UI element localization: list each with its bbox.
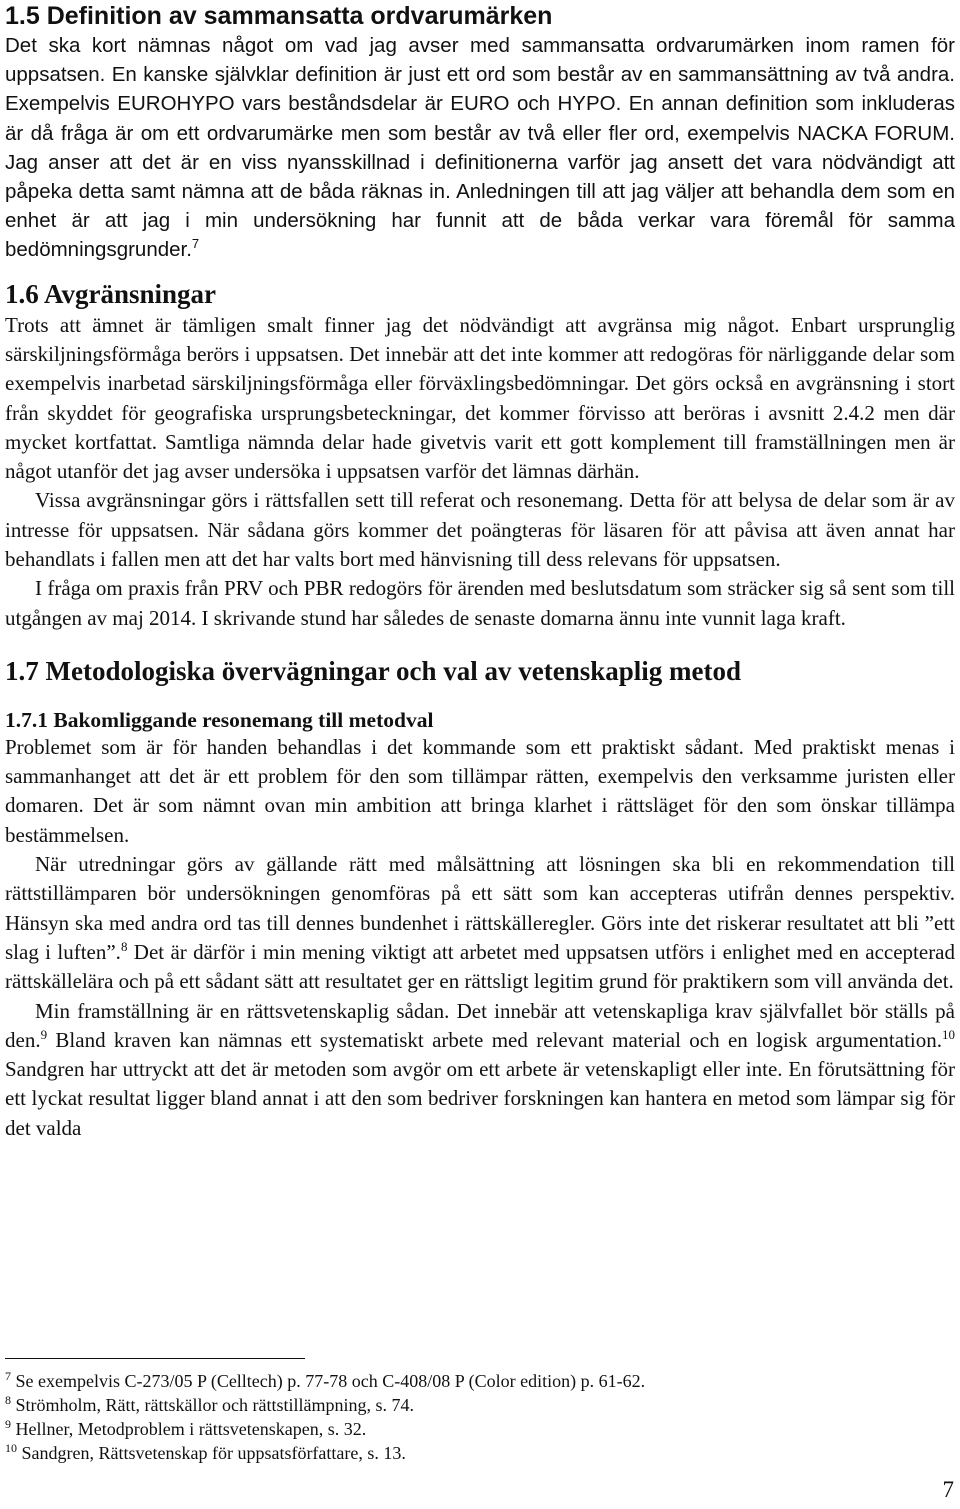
footnote-number: 10 (5, 1441, 17, 1455)
paragraph-metod-2 (5, 850, 955, 996)
footnote-ref-10[interactable]: 10 (942, 1026, 955, 1042)
paragraph-avgransningar-2: Vissa avgränsningar görs i rättsfallen sett till referat och resonemang. Detta för att belysa de delar som är av intresse för uppsatsen. När sådana görs kommer det poängteras för läsaren för att påvisa att även annat har behandlats i fallen men att det har valts bort med hänvisning till dess relevans för uppsatsen. (5, 488, 955, 571)
footnote-text: Hellner, Metodproblem i rättsvetenskapen, s. 32. (15, 1419, 367, 1439)
paragraph-metod-1: Problemet som är för handen behandlas i det kommande som ett praktiskt sådant. Med praktiskt menas i sammanhanget att det är ett problem för den som tillämpar rätten, exempelvis den verksamme juristen eller domaren. Det är som nämnt ovan min ambition att bringa klarhet i rättsläget för den som önskar tillämpa bestämmelsen. (5, 734, 955, 847)
footnote-8 (5, 1393, 945, 1417)
footnote-7 (5, 1369, 945, 1393)
footnote-text: Strömholm, Rätt, rättskällor och rättstillämpning, s. 74. (15, 1395, 414, 1415)
footnotes-section (5, 1358, 945, 1465)
paragraph-text: Det är därför i min mening viktigt att arbetet med uppsatsen utförs i enlighet med en accepterad rättskällelära och på ett sådant sätt att resultatet ger en rättsligt legitim grund för praktikern som vill använda det. (5, 939, 956, 994)
footnote-9 (5, 1417, 945, 1441)
paragraph-text: Sandgren har uttryckt att det är metoden som avgör om ett arbete är vetenskapligt eller inte. En förutsättning för ett lyckat resultat ligger bland annat i att den som bedriver forskningen kan hantera en metod som lämpar sig för det valda (5, 1057, 955, 1140)
footnote-ref-9[interactable]: 9 (40, 1026, 48, 1042)
section-heading-1-6: 1.6 Avgränsningar (5, 278, 217, 309)
section-heading-1-5: 1.5 Definition av sammansatta ordvarumärken (5, 2, 553, 30)
paragraph-definition (5, 31, 955, 265)
document-page (5, 0, 955, 1143)
footnote-ref-7[interactable]: 7 (191, 236, 200, 252)
page-number: 7 (942, 1477, 954, 1502)
paragraph-avgransningar-3: I fråga om praxis från PRV och PBR redogörs för ärenden med beslutsdatum som sträcker sig så sent som till utgången av maj 2014. I skrivande stund har således de senaste domarna ännu inte vunnit laga kraft. (5, 576, 955, 630)
footnote-ref-8[interactable]: 8 (120, 938, 128, 954)
paragraph-text: Det ska kort nämnas något om vad jag avser med sammansatta ordvarumärken inom ramen för uppsatsen. En kanske självklar definition är just ett ord som består av en sammansättning av två andra. Exempelvis EUROHYPO vars beståndsdelar är EURO och HYPO. En annan definition som inkluderas är då fråga är om ett ordvarumärke men som består av två eller fler ord, exempelvis NACKA FORUM. Jag anser att det är en viss nyansskillnad i definitionerna varför jag ansett det vara nödvändigt att påpeka detta samt nämna att de båda räknas in. Anledningen till att jag väljer att behandla dem som en enhet är att jag i min undersökning har funnit att de båda verkar vara föremål för samma bedömningsgrunder. (5, 34, 955, 262)
paragraph-text: Bland kraven kan nämnas ett systematiskt arbete med relevant material och en logisk argumentation. (47, 1027, 942, 1052)
footnote-divider (5, 1358, 305, 1359)
section-heading-1-7-1: 1.7.1 Bakomliggande resonemang till metodval (5, 707, 434, 732)
footnote-number: 8 (5, 1393, 11, 1407)
footnote-text: Se exempelvis C-273/05 P (Celltech) p. 77-78 och C-408/08 P (Color edition) p. 61-62. (15, 1371, 646, 1391)
paragraph-avgransningar-1: Trots att ämnet är tämligen smalt finner jag det nödvändigt att avgränsa mig något. Enbart ursprunglig särskiljningsförmåga berörs i uppsatsen. Det innebär att det inte kommer att redogöras för närliggande delar som exempelvis inarbetad särskiljningsförmåga eller förväxlingsbedömningar. Det görs också en avgränsning i stort från skyddet för geografiska ursprungsbeteckningar, det kommer förvisso att beröras i avsnitt 2.4.2 men där mycket kortfattat. Samtliga nämnda delar hade givetvis varit ett gott komplement till framställningen men är något utanför det jag avser undersöka i uppsatsen varför det lämnas därhän. (5, 312, 955, 484)
section-heading-1-7: 1.7 Metodologiska övervägningar och val av vetenskaplig metod (5, 655, 742, 686)
footnote-10 (5, 1441, 945, 1465)
paragraph-metod-3 (5, 997, 955, 1143)
footnote-text: Sandgren, Rättsvetenskap för uppsatsförfattare, s. 13. (21, 1443, 406, 1463)
footnote-number: 7 (5, 1369, 11, 1383)
paragraph-text: När utredningar görs av gällande rätt med målsättning att lösningen ska bli en rekommendation till rättstillämparen bör undersökningen genomföras på ett sätt som kan accepteras utifrån dennes perspektiv. Hänsyn ska med andra ord tas till dennes bundenhet i rättskälleregler. Görs inte det riskerar resultatet att bli ”ett slag i luften”. (5, 852, 955, 964)
paragraph-text: Min framställning är en rättsvetenskaplig sådan. Det innebär att vetenskapliga krav självfallet bör ställs på den. (5, 998, 955, 1052)
footnote-number: 9 (5, 1417, 11, 1431)
